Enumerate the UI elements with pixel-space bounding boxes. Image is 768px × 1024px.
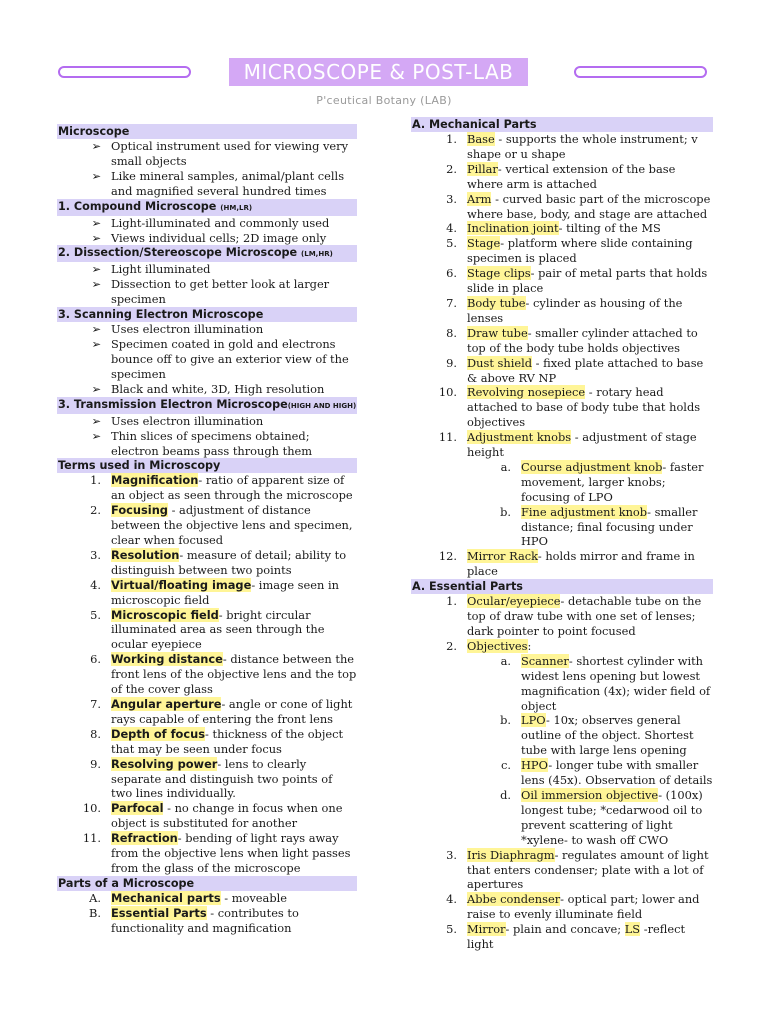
item-text xyxy=(521,758,713,788)
numbered-item xyxy=(411,654,713,714)
highlighted-term: LPO xyxy=(521,713,546,728)
tem-list xyxy=(57,414,357,459)
compound-note: (HM,LR) xyxy=(220,203,253,212)
item-text xyxy=(111,697,357,727)
page-subtitle: P'ceutical Botany (LAB) xyxy=(316,94,452,107)
highlighted-term: Draw tube xyxy=(467,325,528,340)
item-text xyxy=(111,608,357,653)
numbered-item xyxy=(57,727,357,757)
bullet-arrow-icon: ➢ xyxy=(91,337,101,352)
item-number: 7. xyxy=(90,697,101,711)
highlighted-term: Arm xyxy=(467,191,492,206)
term-description: - smaller cylinder attached to top of the body tube holds objectives xyxy=(467,325,698,355)
item-number: a. xyxy=(500,653,511,668)
numbered-item xyxy=(411,892,713,922)
item-number: A. xyxy=(89,890,101,905)
item-number: 6. xyxy=(90,652,101,667)
highlighted-term: Stage xyxy=(467,236,501,251)
tem-note: (HIGH AND HIGH) xyxy=(287,401,357,410)
highlighted-term: Pillar xyxy=(467,161,498,176)
bullet-arrow-icon: ➢ xyxy=(91,139,101,153)
highlighted-term: Scanner xyxy=(521,653,569,668)
parts-list xyxy=(57,891,357,936)
numbered-item xyxy=(57,548,357,578)
highlighted-term: Mirror Rack xyxy=(467,549,538,564)
term-description: - image seen in microscopic field xyxy=(111,577,339,607)
numbered-item xyxy=(57,891,357,906)
dissection-note: (LM,HR) xyxy=(301,250,333,259)
numbered-item xyxy=(411,296,713,326)
item-text xyxy=(467,192,713,222)
item-text xyxy=(467,221,713,236)
bullet-item xyxy=(57,414,357,429)
term-description: - distance between the front lens of the objective lens and the top of the cover glass xyxy=(111,652,357,697)
item-number: 1. xyxy=(446,594,457,609)
item-number: b. xyxy=(500,713,511,728)
item-text xyxy=(521,505,713,550)
term-description: - plain and concave; xyxy=(505,922,625,937)
term-description: - pair of metal parts that holds slide in place xyxy=(467,266,708,296)
section-header-tem xyxy=(57,397,357,414)
numbered-item xyxy=(57,578,357,608)
item-text xyxy=(111,757,357,802)
bullet-text: Light illuminated xyxy=(111,262,211,277)
bullet-arrow-icon: ➢ xyxy=(91,322,101,337)
term-description: - supports the whole instrument; v shape or u shape xyxy=(467,132,698,161)
item-number: 8. xyxy=(446,325,457,340)
highlighted-term: Body tube xyxy=(467,295,526,310)
term-description: - bright circular illuminated area as seen through the ocular eyepiece xyxy=(111,607,325,652)
highlighted-term: Dust shield xyxy=(467,355,533,370)
item-text xyxy=(111,548,357,578)
highlighted-term: Refraction xyxy=(111,831,178,846)
decorative-pill-right xyxy=(574,66,707,78)
item-text xyxy=(467,594,713,639)
numbered-item xyxy=(411,848,713,893)
term-description: - measure of detail; ability to distinguish between two points xyxy=(111,547,347,577)
dissection-list xyxy=(57,262,357,307)
highlighted-term: Ocular/eyepiece xyxy=(467,594,561,609)
item-number: b. xyxy=(500,504,511,519)
highlighted-term: Resolving power xyxy=(111,756,218,771)
numbered-item xyxy=(57,652,357,697)
bullet-arrow-icon: ➢ xyxy=(91,215,101,230)
highlighted-term: Depth of focus xyxy=(111,726,206,741)
bullet-text: Dissection to get better look at larger specimen xyxy=(111,277,330,307)
numbered-item xyxy=(57,757,357,802)
item-number: 9. xyxy=(90,756,101,771)
highlighted-term: Fine adjustment knob xyxy=(521,504,648,519)
item-text xyxy=(467,236,713,266)
term-description: - thickness of the object that may be seen under focus xyxy=(111,726,344,756)
term-description: - no change in focus when one object is substituted for another xyxy=(111,801,343,831)
item-text xyxy=(467,549,713,579)
term-description: - cylinder as housing of the lenses xyxy=(467,295,683,325)
term-description: : xyxy=(527,638,532,653)
highlighted-term: HPO xyxy=(521,758,549,773)
section-header-terms: Terms used in Microscopy xyxy=(57,458,357,473)
item-number: 3. xyxy=(90,547,101,562)
term-description: - adjustment of distance between the objective lens and specimen, clear when focused xyxy=(111,503,353,548)
item-number: 4. xyxy=(90,577,101,592)
left-column xyxy=(57,124,357,936)
numbered-item xyxy=(411,713,713,758)
knobs-sublist xyxy=(411,460,713,549)
item-number: 4. xyxy=(446,892,457,907)
item-number: 2. xyxy=(446,638,457,653)
bullet-item xyxy=(57,429,357,459)
item-text xyxy=(467,430,713,460)
essential-item-2 xyxy=(411,639,713,654)
term-description: - smaller distance; final focusing under HPO xyxy=(521,504,698,549)
item-text xyxy=(467,326,713,356)
compound-list xyxy=(57,216,357,246)
numbered-item xyxy=(57,831,357,876)
bullet-arrow-icon: ➢ xyxy=(91,262,101,277)
highlighted-term: Course adjustment knob xyxy=(521,459,663,474)
numbered-item xyxy=(57,503,357,548)
item-text xyxy=(111,473,357,503)
section-header-dissection xyxy=(57,245,357,262)
item-number: 10. xyxy=(82,801,101,816)
section-header-parts: Parts of a Microscope xyxy=(57,876,357,891)
term-description: - moveable xyxy=(220,890,288,905)
term-description: - bending of light rays away from the objective lens when light passes from the glass of the microscope xyxy=(111,831,351,875)
item-text xyxy=(467,848,713,893)
item-number: B. xyxy=(89,905,101,920)
highlighted-term: Mechanical parts xyxy=(111,890,221,905)
item-number: 3. xyxy=(446,847,457,862)
term-description: - holds mirror and frame in place xyxy=(467,549,695,579)
item-text xyxy=(467,296,713,326)
numbered-item xyxy=(411,221,713,236)
term-description: - faster movement, larger knobs; focusing of LPO xyxy=(521,459,704,504)
bullet-item xyxy=(57,139,357,169)
item-number: 2. xyxy=(90,503,101,518)
highlighted-term: Oil immersion objective xyxy=(521,787,659,802)
item-number: 6. xyxy=(446,266,457,281)
highlighted-term: LS xyxy=(624,922,641,937)
item-text xyxy=(467,922,713,952)
numbered-item xyxy=(57,608,357,653)
item-text xyxy=(521,460,713,505)
term-description: - angle or cone of light rays capable of entering the front lens xyxy=(111,697,353,726)
item-number: 4. xyxy=(446,221,457,236)
numbered-item xyxy=(411,192,713,222)
highlighted-term: Base xyxy=(467,132,495,146)
item-number: 1. xyxy=(446,132,457,146)
tem-title: 3. Transmission Electron Microscope xyxy=(58,397,288,411)
bullet-item xyxy=(57,216,357,231)
highlighted-term: Resolution xyxy=(111,547,180,562)
term-description: - detachable tube on the top of draw tube with one set of lenses; dark pointer to point focused xyxy=(467,594,702,638)
term-description: - regulates amount of light that enters condenser; plate with a lot of apertures xyxy=(467,847,709,892)
term-description: - tilting of the MS xyxy=(558,221,661,236)
sem-list xyxy=(57,322,357,397)
item-number: 10. xyxy=(438,385,457,400)
highlighted-term: Mirror xyxy=(467,922,506,937)
numbered-item xyxy=(57,801,357,831)
highlighted-term: Magnification xyxy=(111,473,199,488)
highlighted-term: Parfocal xyxy=(111,801,164,816)
bullet-text: Uses electron illumination xyxy=(111,413,264,428)
term-description: - longer tube with smaller lens (45x). Observation of details xyxy=(521,758,713,788)
term-description: -reflect light xyxy=(467,922,686,952)
section-header-essential: A. Essential Parts xyxy=(411,579,713,594)
bullet-text: Optical instrument used for viewing very small objects xyxy=(111,139,349,168)
item-text xyxy=(467,266,713,296)
numbered-item xyxy=(411,922,713,952)
numbered-item xyxy=(411,788,713,848)
section-header-compound xyxy=(57,199,357,216)
item-number: 2. xyxy=(446,161,457,176)
item-number: 11. xyxy=(438,430,457,445)
item-text xyxy=(521,713,713,758)
highlighted-term: Microscopic field xyxy=(111,607,219,622)
item-text xyxy=(467,639,713,654)
numbered-item xyxy=(411,460,713,505)
bullet-text: Thin slices of specimens obtained; electron beams pass through them xyxy=(111,428,313,458)
item-number: 3. xyxy=(446,191,457,206)
bullet-item xyxy=(57,262,357,277)
term-description: - (100x) longest tube; *cedarwood oil to prevent scattering of light *xylene- to wash off CWO xyxy=(521,787,703,847)
essential-item-5 xyxy=(411,922,713,952)
term-description: - adjustment of stage height xyxy=(467,430,697,460)
term-description: - vertical extension of the base where arm is attached xyxy=(467,161,676,191)
item-text xyxy=(467,356,713,386)
item-number: 7. xyxy=(446,295,457,310)
highlighted-term: Stage clips xyxy=(467,266,531,281)
essential-list-rest xyxy=(411,848,713,923)
item-number: 12. xyxy=(438,549,457,564)
item-text xyxy=(111,906,357,936)
bullet-arrow-icon: ➢ xyxy=(91,168,101,183)
bullet-arrow-icon: ➢ xyxy=(91,277,101,292)
term-description: - rotary head attached to base of body tube that holds objectives xyxy=(467,385,701,430)
highlighted-term: Inclination joint xyxy=(467,221,559,236)
numbered-item xyxy=(411,505,713,550)
item-text xyxy=(111,891,357,906)
numbered-item xyxy=(411,594,713,639)
section-header-mechanical: A. Mechanical Parts xyxy=(411,117,713,132)
bullet-text: Views individual cells; 2D image only xyxy=(111,230,327,245)
compound-title: 1. Compound Microscope xyxy=(58,199,217,213)
bullet-item xyxy=(57,169,357,199)
bullet-item xyxy=(57,382,357,397)
numbered-item xyxy=(411,639,713,654)
item-text xyxy=(467,162,713,192)
item-number: 5. xyxy=(446,922,457,937)
highlighted-term: Iris Diaphragm xyxy=(467,847,555,862)
bullet-arrow-icon: ➢ xyxy=(91,428,101,443)
terms-list xyxy=(57,473,357,875)
highlighted-term: Revolving nosepiece xyxy=(467,385,586,400)
essential-item-1 xyxy=(411,594,713,639)
bullet-arrow-icon: ➢ xyxy=(91,381,101,396)
microscope-list xyxy=(57,139,357,199)
item-text xyxy=(467,892,713,922)
bullet-arrow-icon: ➢ xyxy=(91,230,101,245)
item-number: 8. xyxy=(90,726,101,741)
highlighted-term: Focusing xyxy=(111,503,168,518)
bullet-item xyxy=(57,337,357,382)
item-number: 9. xyxy=(446,355,457,370)
item-text xyxy=(521,654,713,714)
numbered-item xyxy=(57,906,357,936)
numbered-item xyxy=(411,430,713,460)
item-number: c. xyxy=(500,758,511,773)
term-description: - shortest cylinder with widest lens opening but lowest magnification (4x); wider field of object xyxy=(521,653,711,713)
page-title: MICROSCOPE & POST-LAB xyxy=(229,58,528,86)
item-number: 5. xyxy=(90,607,101,622)
bullet-text: Black and white, 3D, High resolution xyxy=(111,381,325,396)
item-number: 1. xyxy=(90,473,101,488)
numbered-item xyxy=(411,385,713,430)
highlighted-term: Essential Parts xyxy=(111,905,207,920)
numbered-item xyxy=(411,266,713,296)
term-description: - curved basic part of the microscope where base, body, and stage are attached xyxy=(467,191,711,221)
mechanical-item-12 xyxy=(411,549,713,579)
numbered-item xyxy=(57,473,357,503)
highlighted-term: Working distance xyxy=(111,652,223,667)
bullet-item xyxy=(57,231,357,246)
numbered-item xyxy=(411,132,713,162)
item-text xyxy=(467,132,713,162)
numbered-item xyxy=(411,758,713,788)
numbered-item xyxy=(411,162,713,192)
item-text xyxy=(111,831,357,876)
item-text xyxy=(111,801,357,831)
highlighted-term: Adjustment knobs xyxy=(467,430,572,445)
bullet-item xyxy=(57,322,357,337)
bullet-text: Uses electron illumination xyxy=(111,322,264,337)
term-description: - contributes to functionality and magnification xyxy=(111,905,299,935)
item-text xyxy=(111,578,357,608)
item-number: a. xyxy=(500,459,511,474)
highlighted-term: Objectives xyxy=(467,638,528,653)
term-description: - fixed plate attached to base & above RV NP xyxy=(467,355,704,385)
section-header-microscope: Microscope xyxy=(57,124,357,139)
bullet-item xyxy=(57,277,357,307)
item-number: 11. xyxy=(82,831,101,846)
numbered-item xyxy=(57,697,357,727)
item-text xyxy=(111,652,357,697)
item-text xyxy=(111,727,357,757)
item-number: 5. xyxy=(446,236,457,251)
numbered-item xyxy=(411,236,713,266)
item-text xyxy=(111,503,357,548)
objectives-sublist xyxy=(411,654,713,848)
item-text xyxy=(521,788,713,848)
numbered-item xyxy=(411,326,713,356)
bullet-arrow-icon: ➢ xyxy=(91,413,101,428)
dissection-title: 2. Dissection/Stereoscope Microscope xyxy=(58,246,298,260)
numbered-item xyxy=(411,356,713,386)
term-description: - optical part; lower and raise to evenly illuminate field xyxy=(467,892,700,922)
term-description: - 10x; observes general outline of the object. Shortest tube with large lens opening xyxy=(521,713,694,758)
term-description: - ratio of apparent size of an object as seen through the microscope xyxy=(111,473,353,503)
item-text xyxy=(467,385,713,430)
highlighted-term: Abbe condenser xyxy=(467,892,561,907)
highlighted-term: Angular aperture xyxy=(111,697,222,711)
bullet-text: Light-illuminated and commonly used xyxy=(111,215,330,230)
mechanical-list xyxy=(411,132,713,460)
bullet-text: Like mineral samples, animal/plant cells and magnified several hundred times xyxy=(111,168,345,198)
decorative-pill-left xyxy=(58,66,191,78)
term-description: - lens to clearly separate and distinguish two points of two lines individually. xyxy=(111,756,333,801)
highlighted-term: Virtual/floating image xyxy=(111,577,252,592)
bullet-text: Specimen coated in gold and electrons bounce off to give an exterior view of the specimen xyxy=(111,337,349,381)
right-column xyxy=(411,117,713,952)
numbered-item xyxy=(411,549,713,579)
item-number: d. xyxy=(500,787,511,802)
term-description: - platform where slide containing specimen is placed xyxy=(467,236,693,266)
section-header-sem: 3. Scanning Electron Microscope xyxy=(57,307,357,322)
